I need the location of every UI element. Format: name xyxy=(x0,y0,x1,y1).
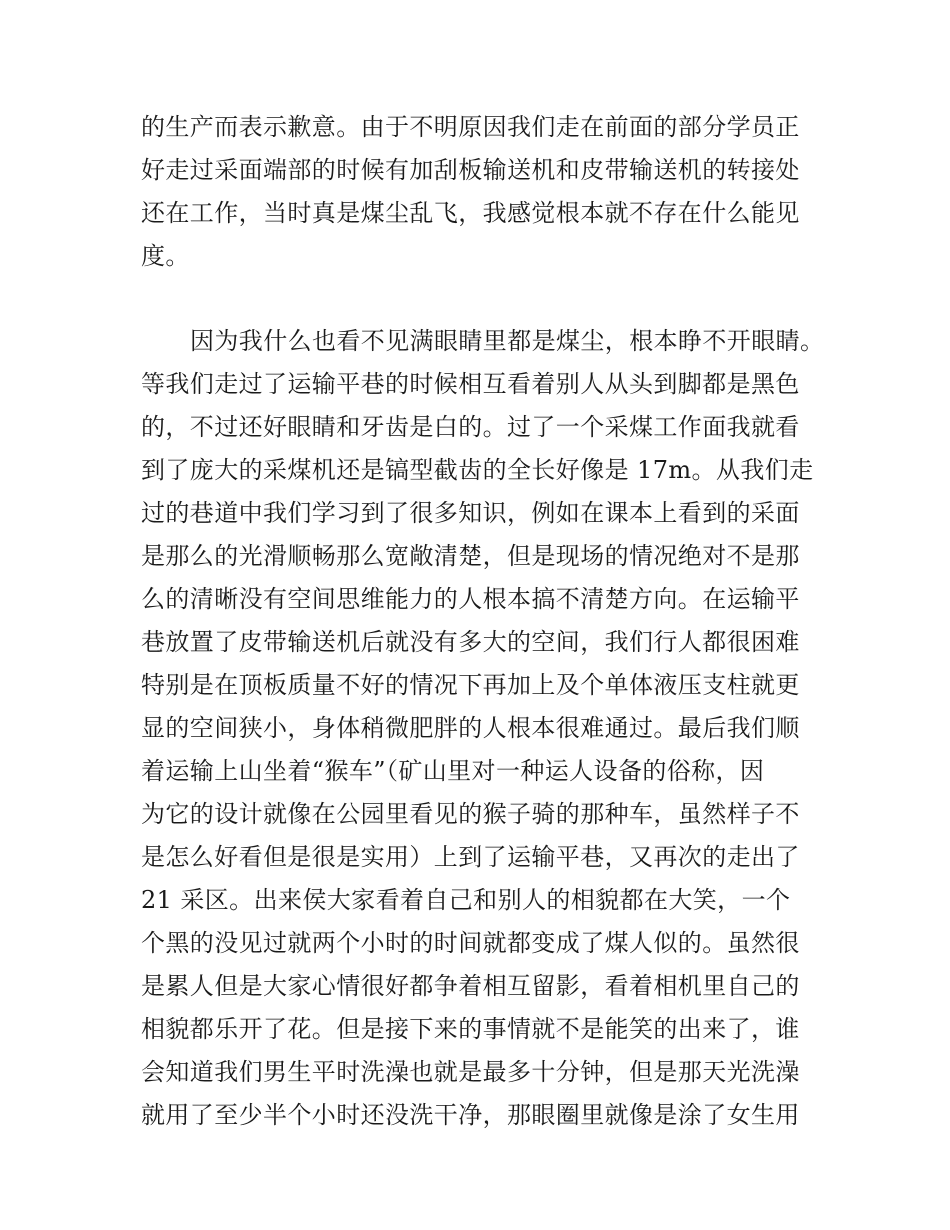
text-line: 好走过采面端部的时候有加刮板输送机和皮带输送机的转接处 xyxy=(141,156,800,184)
text-line: 显的空间狭小，身体稍微肥胖的人根本很难通过。最后我们顺 xyxy=(141,714,800,742)
text-line: 着运输上山坐着“猴车”（矿山里对一种运人设备的俗称，因 xyxy=(141,757,765,785)
text-line: 的，不过还好眼睛和牙齿是白的。过了一个采煤工作面我就看 xyxy=(141,413,800,441)
text-line: 个黑的没见过就两个小时的时间就都变成了煤人似的。虽然很 xyxy=(141,929,800,957)
text-line: 会知道我们男生平时洗澡也就是最多十分钟，但是那天光洗澡 xyxy=(141,1058,800,1086)
text-line: 是累人但是大家心情很好都争着相互留影，看着相机里自己的 xyxy=(141,972,800,1000)
text-line: 巷放置了皮带输送机后就没有多大的空间，我们行人都很困难 xyxy=(141,628,800,656)
text-line: 等我们走过了运输平巷的时候相互看着别人从头到脚都是黑色 xyxy=(141,370,800,398)
text-line: 相貌都乐开了花。但是接下来的事情就不是能笑的出来了，谁 xyxy=(141,1015,800,1043)
text-line: 还在工作，当时真是煤尘乱飞，我感觉根本就不存在什么能见 xyxy=(141,199,800,227)
text-line: 是怎么好看但是很是实用）上到了运输平巷，又再次的走出了 xyxy=(141,843,800,871)
text-line: 就用了至少半个小时还没洗干净，那眼圈里就像是涂了女生用 xyxy=(141,1101,800,1129)
text-line: 特别是在顶板质量不好的情况下再加上及个单体液压支柱就更 xyxy=(141,671,800,699)
text-line: 是那么的光滑顺畅那么宽敞清楚，但是现场的情况绝对不是那 xyxy=(141,542,800,570)
text-line: 因为我什么也看不见满眼睛里都是煤尘，根本睁不开眼睛。 xyxy=(190,327,825,355)
text-line: 的生产而表示歉意。由于不明原因我们走在前面的部分学员正 xyxy=(141,113,800,141)
text-line: 为它的设计就像在公园里看见的猴子骑的那种车，虽然样子不 xyxy=(141,800,800,828)
text-line: 过的巷道中我们学习到了很多知识，例如在课本上看到的采面 xyxy=(141,499,800,527)
text-line: 么的清晰没有空间思维能力的人根本搞不清楚方向。在运输平 xyxy=(141,585,800,613)
text-line: 度。 xyxy=(141,242,190,270)
text-line: 21 采区。出来侯大家看着自己和别人的相貌都在大笑，一个 xyxy=(141,886,791,914)
text-line: 到了庞大的采煤机还是镐型截齿的全长好像是 17m。从我们走 xyxy=(141,456,814,484)
